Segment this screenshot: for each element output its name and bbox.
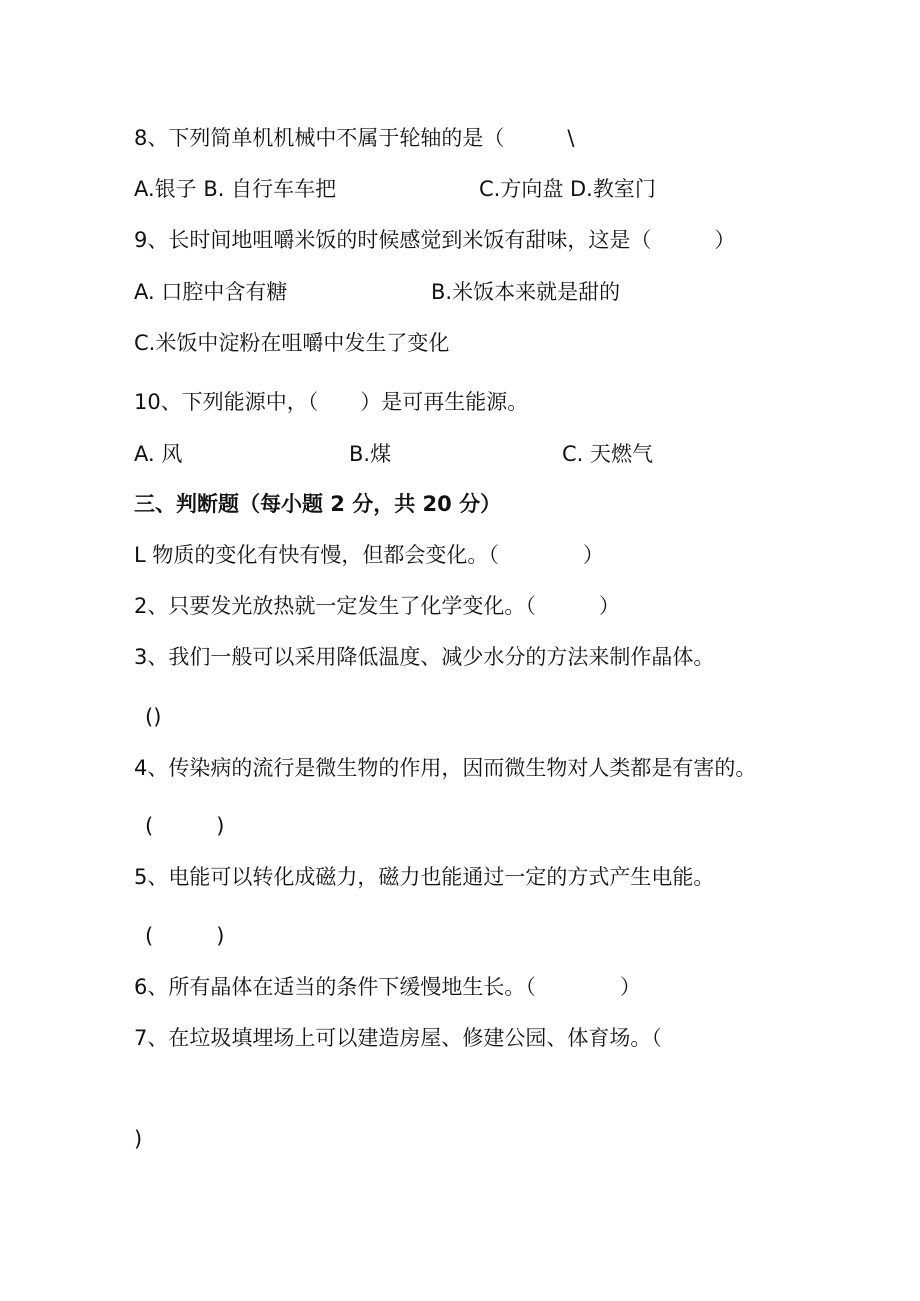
question-10-stem: 10、下列能源中，（ ）是可再生能源。 [134,390,529,414]
tf-item-5: 5、电能可以转化成磁力，磁力也能通过一定的方式产生电能。 [134,865,715,889]
tf-item-3-answer-blank: () [145,705,162,729]
question-10-option-c: C. 天燃气 [562,442,654,466]
question-9-option-c: C.米饭中淀粉在咀嚼中发生了变化 [134,331,450,355]
tf-item-1: L 物质的变化有快有慢，但都会变化。（ ） [134,543,604,567]
tf-item-4: 4、传染病的流行是微生物的作用，因而微生物对人类都是有害的。 [134,756,757,780]
question-9-option-a: A. 口腔中含有糖 [134,280,288,304]
question-9-option-b: B.米饭本来就是甜的 [431,280,621,304]
tf-item-5-answer-blank: ( ) [145,924,225,948]
tf-item-6: 6、所有晶体在适当的条件下缓慢地生长。（ ） [134,975,641,999]
question-10-option-a: A. 风 [134,442,183,466]
question-8-options-cd: C.方向盘 D.教室门 [479,177,656,201]
section-3-heading: 三、判断题（每小题 2 分，共 20 分） [134,492,502,516]
question-8-options-ab: A.银子 B. 自行车车把 [134,177,337,201]
tf-item-3: 3、我们一般可以采用降低温度、减少水分的方法来制作晶体。 [134,645,715,669]
tf-item-7: 7、在垃圾填埋场上可以建造房屋、修建公园、体育场。（ [134,1026,662,1050]
question-8-stem: 8、下列简单机机械中不属于轮轴的是（ \ [134,126,575,150]
tf-item-4-answer-blank: ( ) [145,814,225,838]
tf-item-7-answer-close: ) [134,1127,143,1151]
question-10-option-b: B.煤 [349,442,392,466]
tf-item-2: 2、只要发光放热就一定发生了化学变化。（ ） [134,594,620,618]
question-9-stem: 9、长时间地咀嚼米饭的时候感觉到米饭有甜味，这是（ ） [134,228,736,252]
